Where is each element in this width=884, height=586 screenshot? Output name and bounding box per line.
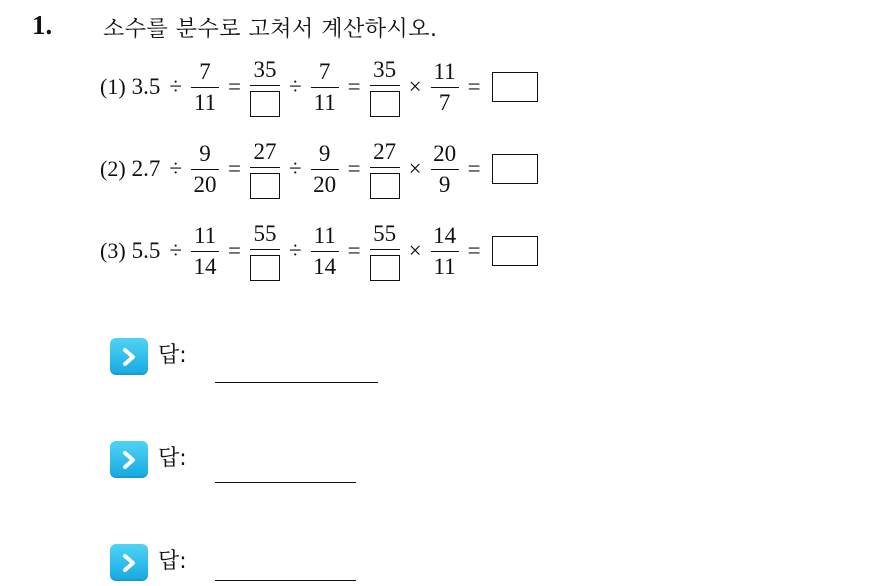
- answer-2: [110, 441, 187, 478]
- fraction-bar: [250, 167, 280, 168]
- numerator: 9: [318, 140, 331, 166]
- numerator: 7: [318, 58, 331, 84]
- answer-label: 답:: [158, 446, 187, 471]
- fraction: [191, 224, 219, 279]
- fraction-bar: [191, 169, 219, 170]
- times-sign: ×: [408, 156, 422, 181]
- fraction-bar: [431, 251, 459, 252]
- fraction-with-blank: [370, 58, 400, 117]
- numerator: 11: [193, 222, 217, 248]
- denominator: 14: [193, 253, 217, 279]
- fraction: [311, 142, 339, 197]
- answer-box[interactable]: [492, 154, 538, 184]
- equals-sign: =: [467, 238, 481, 263]
- answer-label: 답:: [158, 549, 187, 574]
- fraction: [431, 224, 459, 279]
- fraction-bar: [311, 87, 339, 88]
- answer-3: [110, 544, 187, 581]
- fraction-bar: [431, 169, 459, 170]
- blank-denominator-box[interactable]: [370, 91, 400, 117]
- fraction-bar: [311, 169, 339, 170]
- numerator: 20: [433, 140, 457, 166]
- fraction-with-blank: [250, 140, 280, 199]
- denominator: 11: [193, 89, 217, 115]
- fraction-bar: [370, 85, 400, 86]
- item-index: (2): [100, 156, 126, 181]
- fraction-bar: [191, 251, 219, 252]
- divide-sign: ÷: [289, 238, 302, 263]
- fraction-bar: [311, 251, 339, 252]
- fraction-bar: [370, 167, 400, 168]
- numerator: 35: [253, 56, 277, 82]
- chevron-right-icon: [110, 441, 148, 478]
- equals-sign: =: [228, 74, 242, 99]
- blank-denominator-box[interactable]: [370, 173, 400, 199]
- divide-sign: ÷: [169, 156, 183, 181]
- answer-input-line-2[interactable]: [215, 482, 356, 483]
- numerator: 55: [373, 220, 397, 246]
- numerator: 14: [433, 222, 457, 248]
- fraction: [191, 142, 219, 197]
- equals-sign: =: [467, 156, 481, 181]
- item-index: (3): [100, 238, 126, 263]
- divide-sign: ÷: [169, 74, 183, 99]
- equation-row: [100, 136, 538, 202]
- decimal-value: 5.5: [131, 238, 161, 263]
- blank-denominator-box[interactable]: [370, 255, 400, 281]
- divide-sign: ÷: [169, 238, 183, 263]
- answer-1: [110, 338, 187, 375]
- times-sign: ×: [408, 74, 422, 99]
- fraction: [431, 60, 459, 115]
- fraction: [191, 60, 219, 115]
- equals-sign: =: [228, 156, 242, 181]
- numerator: 55: [253, 220, 277, 246]
- equals-sign: =: [467, 74, 481, 99]
- divide-sign: ÷: [289, 156, 302, 181]
- answer-box[interactable]: [492, 236, 538, 266]
- equation-row: [100, 54, 538, 120]
- answer-box[interactable]: [492, 72, 538, 102]
- numerator: 11: [313, 222, 336, 248]
- denominator: 20: [193, 171, 217, 197]
- numerator: 7: [199, 58, 211, 84]
- problem-number: 1.: [32, 10, 53, 40]
- fraction-with-blank: [370, 140, 400, 199]
- numerator: 27: [373, 138, 397, 164]
- equals-sign: =: [228, 238, 242, 263]
- divide-sign: ÷: [289, 74, 302, 99]
- times-sign: ×: [408, 238, 422, 263]
- numerator: 35: [373, 56, 397, 82]
- equals-sign: =: [347, 74, 361, 99]
- blank-denominator-box[interactable]: [250, 91, 280, 117]
- problem-instruction: 소수를 분수로 고쳐서 계산하시오.: [103, 17, 438, 42]
- chevron-right-icon: [110, 338, 148, 375]
- fraction-bar: [370, 249, 400, 250]
- decimal-value: 2.7: [131, 156, 161, 181]
- fraction-with-blank: [370, 222, 400, 281]
- denominator: 9: [438, 171, 451, 197]
- denominator: 14: [313, 253, 337, 279]
- chevron-right-icon: [110, 544, 148, 581]
- denominator: 11: [433, 253, 456, 279]
- denominator: 20: [313, 171, 337, 197]
- equals-sign: =: [347, 156, 361, 181]
- item-index: (1): [100, 74, 126, 99]
- decimal-value: 3.5: [131, 74, 161, 99]
- fraction-bar: [250, 85, 280, 86]
- numerator: 11: [433, 58, 456, 84]
- numerator: 9: [199, 140, 211, 166]
- equals-sign: =: [347, 238, 361, 263]
- fraction: [431, 142, 459, 197]
- denominator: 7: [438, 89, 451, 115]
- equation-row: [100, 218, 538, 284]
- fraction-with-blank: [250, 58, 280, 117]
- fraction: [311, 224, 339, 279]
- fraction-bar: [431, 87, 459, 88]
- blank-denominator-box[interactable]: [250, 173, 280, 199]
- blank-denominator-box[interactable]: [250, 255, 280, 281]
- fraction: [311, 60, 339, 115]
- fraction-bar: [191, 87, 219, 88]
- answer-input-line-3[interactable]: [215, 580, 356, 581]
- answer-input-line-1[interactable]: [215, 382, 378, 383]
- fraction-with-blank: [250, 222, 280, 281]
- denominator: 11: [313, 89, 336, 115]
- fraction-bar: [250, 249, 280, 250]
- numerator: 27: [253, 138, 277, 164]
- answer-label: 답:: [158, 343, 187, 368]
